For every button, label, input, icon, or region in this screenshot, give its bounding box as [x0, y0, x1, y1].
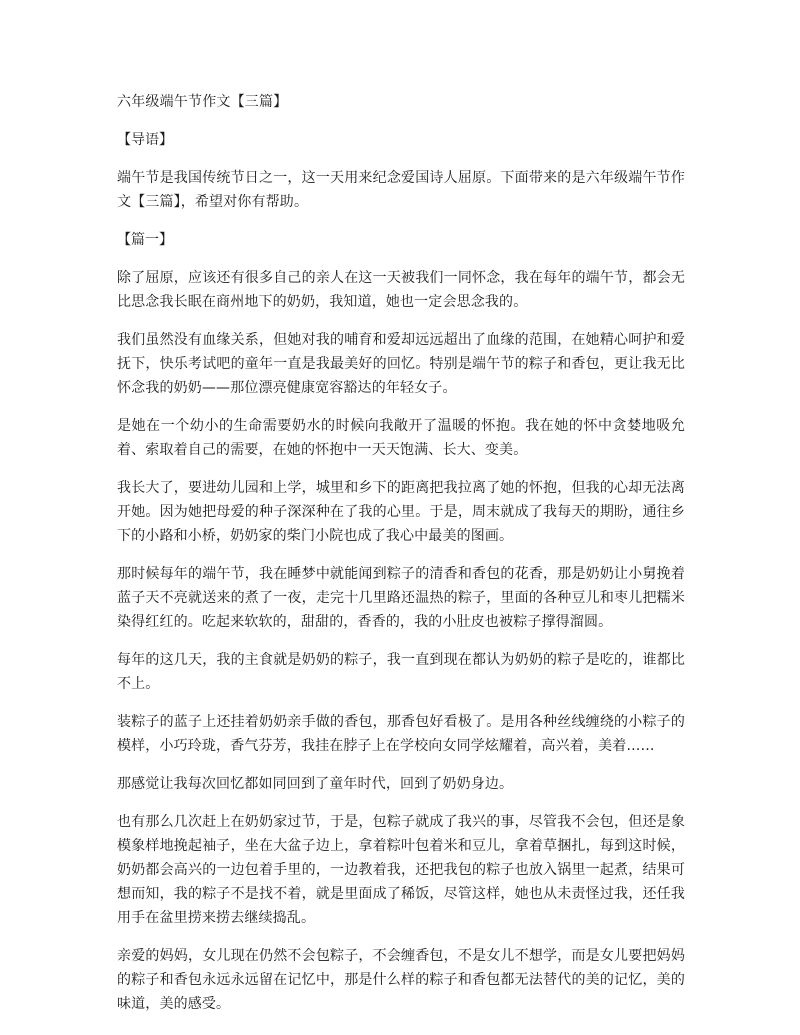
body-paragraph: 我长大了，要进幼儿园和上学，城里和乡下的距离把我拉离了她的怀抱，但我的心却无法离开她。因为她把母爱的种子深深种在了我的心里。于是，周末就成了我每天的期盼，通往乡下的小路和小桥，奶奶家的柴门小院也成了我心中最美的图画。 — [117, 480, 685, 544]
body-paragraph: 那感觉让我每次回忆都如同回到了童年时代，回到了奶奶身边。 — [117, 776, 514, 792]
body-paragraph: 那时候每年的端午节，我在睡梦中就能闻到粽子的清香和香包的花香，那是奶奶让小舅挽着蓝子天不亮就送来的煮了一夜，走完十几里路还温热的粽子，里面的各种豆儿和枣儿把糯米染得红红的。吃起来软软的，甜甜的，香香的，我的小肚皮也被粽子撑得溜圆。 — [117, 566, 685, 630]
body-paragraph: 也有那么几次赶上在奶奶家过节，于是，包粽子就成了我兴的事，尽管我不会包，但还是象模象样地挽起袖子，坐在大盆子边上，拿着粽叶包着米和豆儿，拿着草捆扎，每到这时候，奶奶都会高兴的一边包着手里的，一边教着我，还把我包的粽子也放入锅里一起煮，结果可想而知，我的粽子不是找不着，就是里面成了稀饭，尽管这样，她也从未责怪过我，还任我用手在盆里捞来捞去继续捣乱。 — [117, 814, 685, 926]
section-one-heading: 【篇一】 — [117, 232, 173, 248]
document-title: 六年级端午节作文【三篇】 — [117, 94, 288, 110]
document-page — [117, 90, 685, 1030]
body-paragraph: 亲爱的妈妈，女儿现在仍然不会包粽子，不会缠香包，不是女儿不想学，而是女儿要把妈妈的粽子和香包永远永远留在记忆中，那是什么样的粽子和香包都无法替代的美的记忆，美的味道，美的感受。 — [117, 948, 685, 1012]
guide-heading: 【导语】 — [117, 132, 173, 148]
body-paragraph: 装粽子的蓝子上还挂着奶奶亲手做的香包，那香包好看极了。是用各种丝线缠绕的小粽子的模样，小巧玲珑，香气芬芳，我挂在脖子上在学校向女同学炫耀着，高兴着，美着…… — [117, 714, 685, 754]
body-paragraph: 除了屈原，应该还有很多自己的亲人在这一天被我们一同怀念，我在每年的端午节，都会无比思念我长眠在商州地下的奶奶，我知道，她也一定会思念我的。 — [117, 270, 685, 310]
body-paragraph: 是她在一个幼小的生命需要奶水的时候向我敞开了温暖的怀抱。我在她的怀中贪婪地吸允着、索取着自己的需要，在她的怀抱中一天天饱满、长大、变美。 — [117, 418, 685, 458]
body-paragraph: 我们虽然没有血缘关系，但她对我的哺育和爱却远远超出了血缘的范围，在她精心呵护和爱抚下，快乐考试吧的童年一直是我最美好的回忆。特别是端午节的粽子和香包，更让我无比怀念我的奶奶——那位漂亮健康宽容豁达的年轻女子。 — [117, 332, 685, 396]
guide-paragraph: 端午节是我国传统节日之一，这一天用来纪念爱国诗人屈原。下面带来的是六年级端午节作文【三篇】，希望对你有帮助。 — [117, 170, 685, 210]
body-paragraph: 每年的这几天，我的主食就是奶奶的粽子，我一直到现在都认为奶奶的粽子是吃的，谁都比不上。 — [117, 652, 685, 692]
